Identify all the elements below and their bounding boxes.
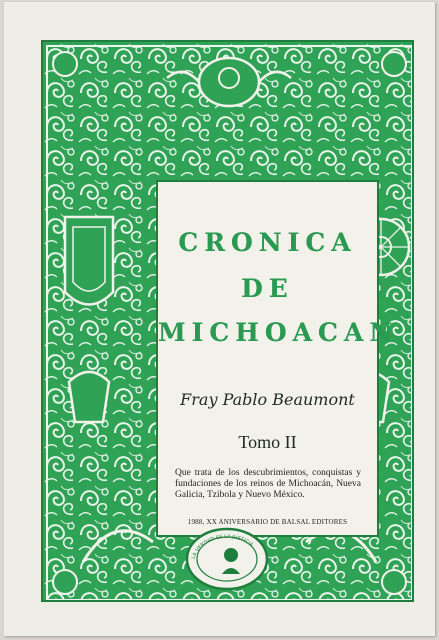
volume-number: Tomo II	[238, 432, 297, 452]
seal-label: LA VERDAD ES LA JUSTICIA	[190, 533, 255, 560]
left-shield-ornament-icon	[65, 217, 113, 305]
title-panel	[156, 180, 399, 537]
title-line-3: MICHOACAN	[158, 318, 399, 347]
book-cover	[4, 2, 435, 636]
title-line-2: DE	[241, 274, 294, 303]
publisher-seal-icon	[184, 526, 270, 592]
publisher-imprint: 1988, XX ANIVERSARIO DE BALSAL EDITORES	[187, 518, 348, 526]
left-vase-ornament-icon	[69, 372, 109, 422]
author-name: Fray Pablo Beaumont	[180, 390, 355, 409]
title-line-1: CRONICA	[178, 228, 357, 257]
book-description: Que trata de los descubrimientos, conquistas y fundaciones de los reinos de Michoacán, Nueva Galicia, Tzibola y Nuevo México.	[175, 468, 361, 500]
